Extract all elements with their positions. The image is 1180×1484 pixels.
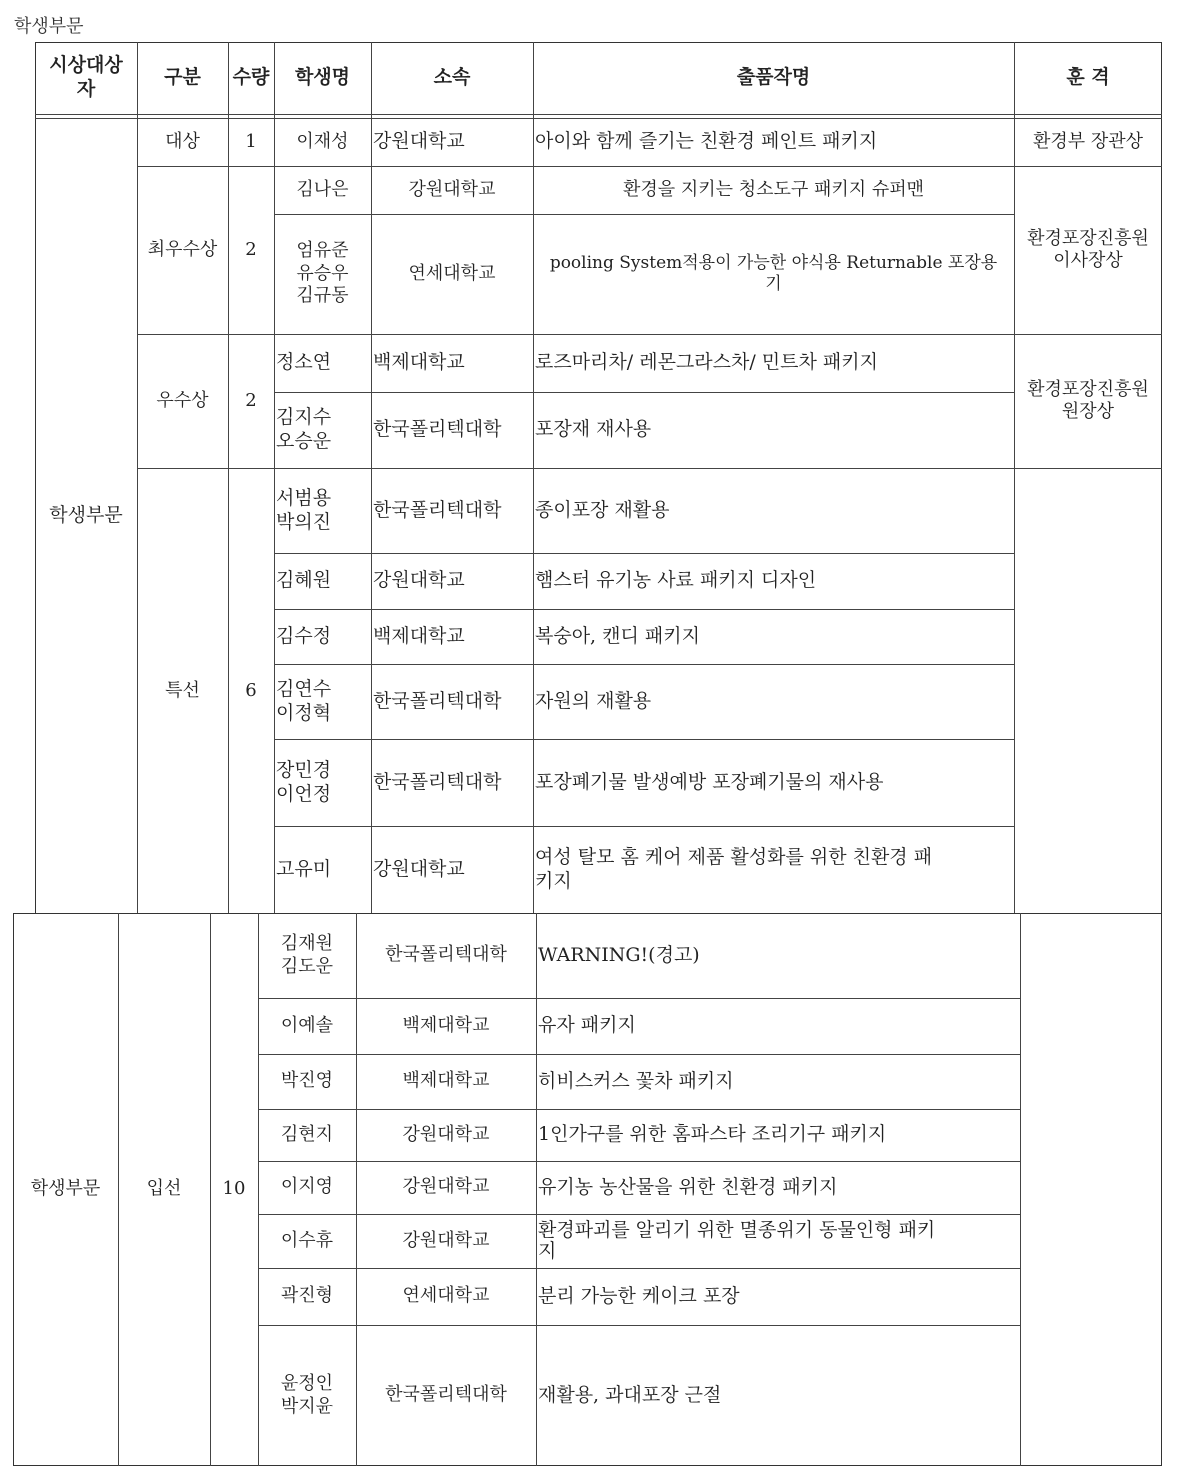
header-student: 학생명 bbox=[294, 66, 351, 89]
student-cell: 윤정인 박지윤 bbox=[280, 1373, 334, 1417]
section-title: 학생부문 bbox=[14, 16, 84, 37]
header-count: 수량 bbox=[232, 66, 270, 89]
header-target: 시상대상 자 bbox=[49, 54, 123, 100]
affiliation-cell: 강원대학교 bbox=[373, 858, 465, 881]
award-cell bbox=[1014, 468, 1162, 914]
work-cell: 로즈마리차/ 레몬그라스차/ 민트차 패키지 bbox=[535, 351, 878, 374]
affiliation-cell: 강원대학교 bbox=[373, 569, 465, 592]
affiliation-cell: 강원대학교 bbox=[402, 1176, 490, 1198]
award-cell: 환경부 장관상 bbox=[1032, 130, 1144, 152]
student-cell: 김지수 오승운 bbox=[276, 406, 332, 452]
work-cell: pooling System적용이 가능한 야식용 Returnable 포장용 기 bbox=[549, 252, 998, 294]
count-cell: 10 bbox=[222, 1178, 246, 1200]
student-cell: 이수휴 bbox=[280, 1229, 334, 1251]
division-cell: 학생부문 bbox=[49, 504, 123, 527]
award-cell: 환경포장진흥원 이사장상 bbox=[1027, 227, 1149, 271]
work-cell: 유자 패키지 bbox=[538, 1014, 636, 1037]
student-cell: 장민경 이언정 bbox=[276, 758, 332, 805]
category-cell: 최우수상 bbox=[147, 238, 218, 260]
affiliation-cell: 강원대학교 bbox=[402, 1123, 490, 1145]
category-cell: 입선 bbox=[146, 1178, 182, 1200]
work-cell: 자원의 재활용 bbox=[535, 689, 652, 712]
category-cell: 우수상 bbox=[156, 389, 209, 411]
work-cell: 히비스커스 꽃차 패키지 bbox=[538, 1069, 734, 1092]
student-cell: 이재성 bbox=[296, 130, 349, 152]
header-work: 출품작명 bbox=[736, 66, 811, 89]
student-cell: 곽진형 bbox=[280, 1285, 334, 1307]
work-cell: 포장재 재사용 bbox=[535, 418, 652, 441]
student-cell: 김재원 김도운 bbox=[280, 933, 334, 977]
work-cell: 유기농 농산물을 위한 친환경 패키지 bbox=[538, 1175, 838, 1198]
work-cell: 재활용, 과대포장 근절 bbox=[538, 1383, 722, 1406]
work-cell: 환경파괴를 알리기 위한 멸종위기 동물인형 패키 지 bbox=[538, 1219, 936, 1262]
student-cell: 김나은 bbox=[296, 178, 349, 200]
affiliation-cell: 백제대학교 bbox=[373, 624, 465, 647]
affiliation-cell: 한국폴리텍대학 bbox=[373, 770, 502, 793]
affiliation-cell: 백제대학교 bbox=[373, 351, 465, 374]
work-cell: 여성 탈모 홈 케어 제품 활성화를 위한 친환경 패 키지 bbox=[535, 846, 933, 892]
student-cell: 김혜원 bbox=[276, 569, 332, 592]
affiliation-cell: 연세대학교 bbox=[408, 262, 496, 284]
student-cell: 김수정 bbox=[276, 624, 332, 647]
student-cell: 김현지 bbox=[280, 1123, 334, 1145]
affiliation-cell: 강원대학교 bbox=[402, 1229, 490, 1251]
affiliation-cell: 연세대학교 bbox=[402, 1285, 490, 1307]
work-cell: 분리 가능한 케이크 포장 bbox=[538, 1284, 740, 1307]
count-cell: 2 bbox=[245, 389, 257, 411]
work-cell: 1인가구를 위한 홈파스타 조리기구 패키지 bbox=[538, 1123, 887, 1146]
work-cell: 포장폐기물 발생예방 포장폐기물의 재사용 bbox=[535, 770, 884, 793]
header-affiliation: 소속 bbox=[433, 66, 471, 89]
student-cell: 김연수 이정혁 bbox=[276, 677, 332, 724]
student-cell: 이지영 bbox=[280, 1176, 334, 1198]
student-cell: 서범용 박의진 bbox=[276, 486, 332, 533]
header-category: 구분 bbox=[164, 66, 201, 89]
work-cell: 햄스터 유기농 사료 패키지 디자인 bbox=[535, 569, 817, 592]
affiliation-cell: 한국폴리텍대학 bbox=[373, 689, 502, 712]
header-award: 훈 격 bbox=[1066, 66, 1110, 89]
work-cell: 종이포장 재활용 bbox=[535, 498, 670, 521]
student-cell: 고유미 bbox=[276, 858, 332, 881]
affiliation-cell: 한국폴리텍대학 bbox=[373, 418, 502, 441]
student-cell: 엄유준 유승우 김규동 bbox=[296, 240, 349, 307]
category-cell: 특선 bbox=[165, 679, 200, 701]
count-cell: 6 bbox=[245, 679, 257, 701]
count-cell: 2 bbox=[245, 238, 257, 260]
student-cell: 박진영 bbox=[280, 1070, 334, 1092]
student-cell: 정소연 bbox=[276, 351, 332, 374]
work-cell: 환경을 지키는 청소도구 패키지 슈퍼맨 bbox=[622, 178, 925, 200]
work-cell: WARNING!(경고) bbox=[538, 943, 700, 966]
count-cell: 1 bbox=[245, 130, 257, 152]
affiliation-cell: 한국폴리텍대학 bbox=[373, 498, 502, 521]
affiliation-cell: 백제대학교 bbox=[402, 1070, 490, 1092]
affiliation-cell: 백제대학교 bbox=[402, 1014, 490, 1036]
affiliation-cell: 강원대학교 bbox=[373, 130, 465, 153]
category-cell: 대상 bbox=[165, 130, 200, 152]
work-cell: 아이와 함께 즐기는 친환경 페인트 패키지 bbox=[535, 130, 878, 153]
affiliation-cell: 한국폴리텍대학 bbox=[385, 1384, 507, 1406]
award-cell: 환경포장진흥원 원장상 bbox=[1027, 378, 1149, 422]
affiliation-cell: 한국폴리텍대학 bbox=[385, 944, 507, 966]
affiliation-cell: 강원대학교 bbox=[408, 178, 496, 200]
student-cell: 이예솔 bbox=[280, 1014, 334, 1036]
division-cell: 학생부문 bbox=[30, 1178, 101, 1200]
work-cell: 복숭아, 캔디 패키지 bbox=[535, 624, 700, 647]
